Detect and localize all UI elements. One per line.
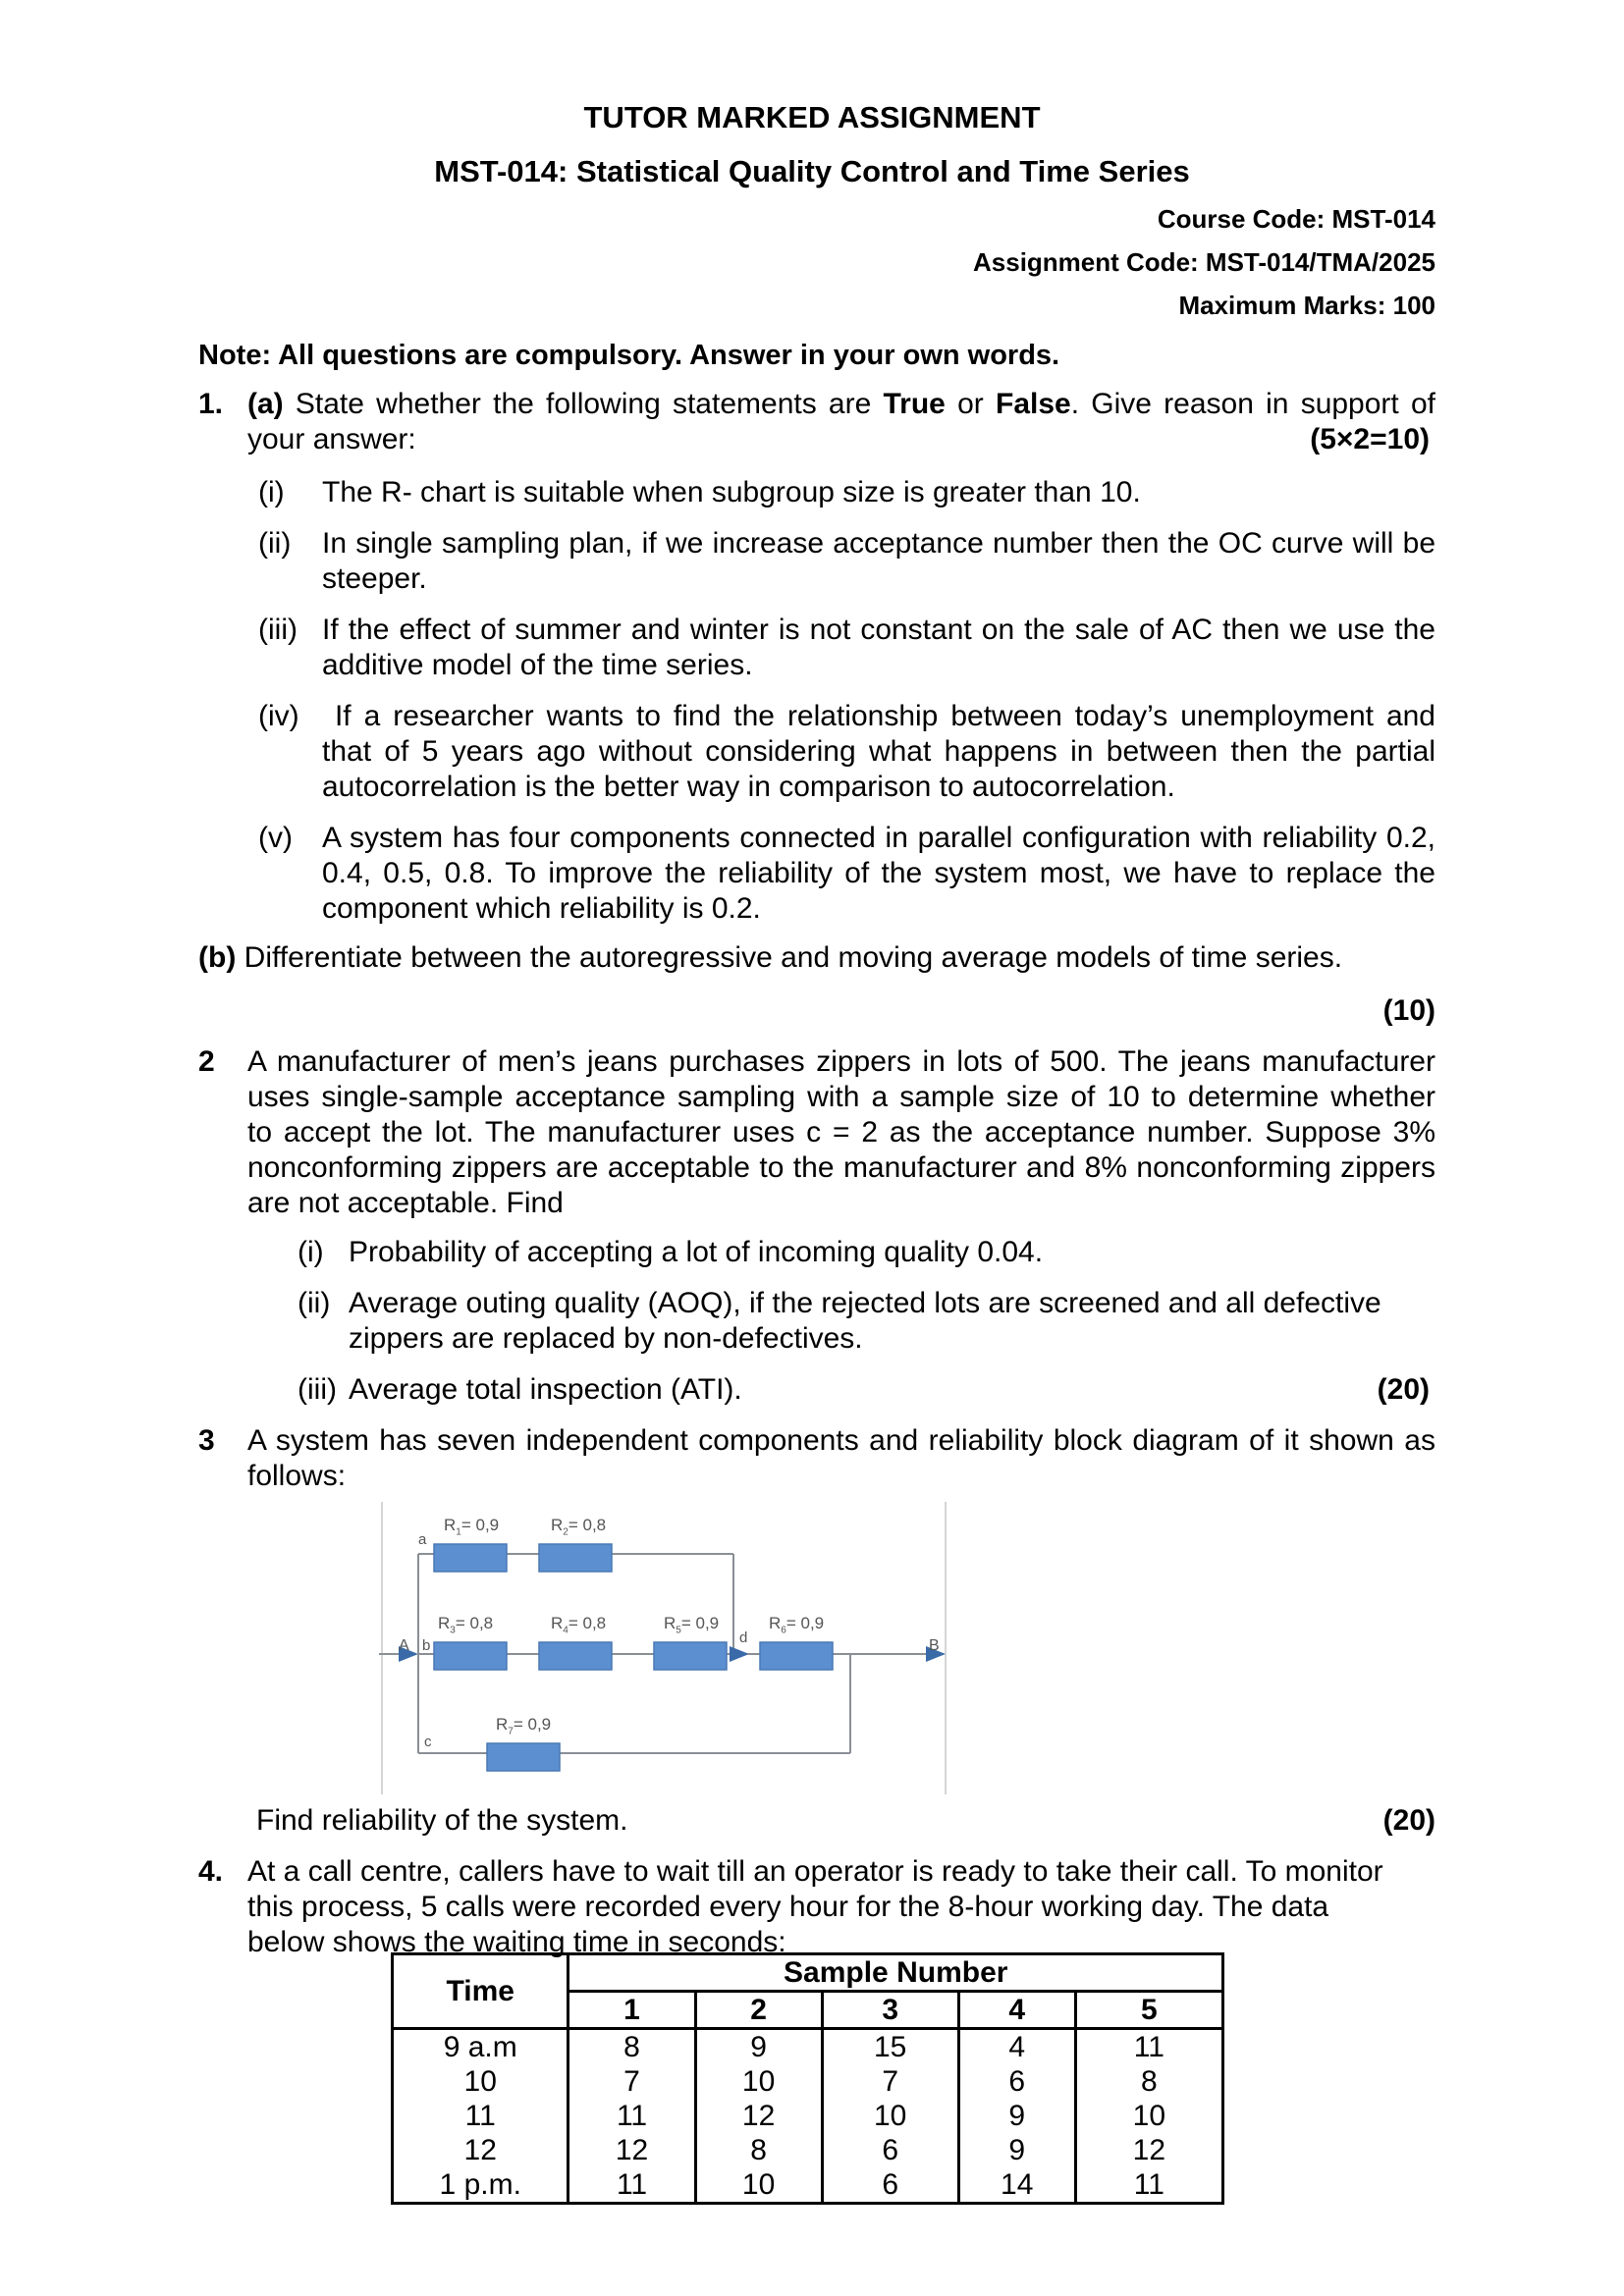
part-label: (b) — [198, 941, 237, 974]
maximum-marks: Maximum Marks: 100 — [1178, 291, 1435, 320]
column-header: 3 — [822, 1992, 958, 2029]
course-subtitle: MST-014: Statistical Quality Control and Time Series — [434, 154, 1190, 188]
question-text: are not acceptable. Find — [247, 1187, 564, 1219]
item-label: (iv) — [258, 700, 299, 732]
q1b-prompt: (b) Differentiate between the autoregressive and moving average models of time series. — [198, 941, 1343, 974]
item-text: Probability of accepting a lot of incoming quality 0.04. — [349, 1236, 1044, 1268]
question-text: nonconforming zippers are acceptable to the manufacturer and 8% nonconforming zippers — [247, 1151, 1435, 1184]
component-r4 — [539, 1642, 612, 1670]
component-r2-label: $R_2= 0,8$ — [551, 1516, 607, 1538]
component-r1-label: $R_1= 0,9$ — [444, 1516, 500, 1538]
item-text: zippers are replaced by non-defectives. — [349, 1322, 863, 1355]
question-text: this process, 5 calls were recorded every hour for the 8-hour working day. The data — [247, 1891, 1329, 1923]
table-row: 12 12 8 6 9 12 — [393, 2133, 1223, 2167]
input-label: A — [399, 1637, 409, 1654]
table-row: 1 p.m. 11 10 6 14 11 — [393, 2167, 1223, 2204]
item-label: (ii) — [298, 1287, 331, 1319]
column-header: 5 — [1075, 1992, 1222, 2029]
course-code: Course Code: MST-014 — [1157, 204, 1435, 234]
marks-label: (5×2=10) — [1310, 423, 1430, 455]
marks-label: (20) — [1382, 1804, 1435, 1837]
marks-label: (10) — [1382, 994, 1435, 1027]
node-c-label: c — [424, 1734, 432, 1750]
statement-text: additive model of the time series. — [322, 649, 753, 681]
item-label: (i) — [258, 476, 285, 508]
node-b-label: b — [422, 1637, 431, 1654]
statement-text: The R- chart is suitable when subgroup size is greater than 10. — [322, 476, 1141, 508]
item-label: (i) — [298, 1236, 324, 1268]
statement-text: A system has four components connected in parallel configuration with reliability 0.2, — [322, 822, 1435, 854]
question-text: follows: — [247, 1460, 347, 1492]
column-header: 2 — [695, 1992, 822, 2029]
question-number: 2 — [198, 1045, 215, 1078]
assignment-code: Assignment Code: MST-014/TMA/2025 — [973, 247, 1435, 277]
item-label: (v) — [258, 822, 293, 854]
question-number: 4. — [198, 1855, 224, 1888]
node-a-label: a — [418, 1531, 427, 1548]
statement-text: 0.4, 0.5, 0.8. To improve the reliability of the system most, we have to replace the — [322, 857, 1435, 889]
question-text: A manufacturer of men’s jeans purchases zippers in lots of 500. The jeans manufacturer — [247, 1045, 1435, 1078]
time-header: Time — [393, 1954, 568, 2029]
table-row: 11 11 12 10 9 10 — [393, 2099, 1223, 2133]
q1a-prompt-line1: (a) State whether the following statements are True or False. Give reason in support of — [247, 388, 1435, 420]
item-text: Average total inspection (ATI). — [349, 1373, 742, 1406]
statement-text: autocorrelation is the better way in comparison to autocorrelation. — [322, 771, 1175, 803]
statement-text: If a researcher wants to find the relationship between today’s unemployment and — [322, 700, 1435, 732]
question-number: 1. — [198, 388, 224, 420]
statement-text: If the effect of summer and winter is not constant on the sale of AC then we use the — [322, 614, 1435, 646]
table-row: 10 7 10 7 6 8 — [393, 2064, 1223, 2099]
statement-text: steeper. — [322, 562, 427, 595]
part-label: (a) — [247, 388, 284, 420]
component-r5-label: $R_5= 0,9$ — [664, 1614, 720, 1636]
instructions-note: Note: All questions are compulsory. Answer in your own words. — [198, 340, 1060, 371]
question-text: A system has seven independent components and reliability block diagram of it shown as — [247, 1424, 1435, 1457]
marks-label: (20) — [1377, 1373, 1430, 1406]
statement-text: that of 5 years ago without considering what happens in between then the partial — [322, 735, 1435, 768]
item-label: (ii) — [258, 527, 292, 560]
column-header: 4 — [958, 1992, 1075, 2029]
waiting-time-table — [391, 1952, 1224, 2205]
table-row: 9 a.m 8 9 15 4 11 — [393, 2029, 1223, 2065]
q1a-prompt-line2: your answer: — [247, 423, 416, 455]
item-label: (iii) — [258, 614, 298, 646]
find-instruction: Find reliability of the system. — [256, 1804, 628, 1837]
assignment-title: TUTOR MARKED ASSIGNMENT — [583, 100, 1041, 134]
question-text: below shows the waiting time in seconds: — [247, 1926, 786, 1958]
component-r4-label: $R_4= 0,8$ — [551, 1614, 607, 1636]
component-r5 — [654, 1642, 727, 1670]
question-number: 3 — [198, 1424, 215, 1457]
component-r7-label: $R_7= 0,9$ — [496, 1715, 552, 1737]
statement-text: In single sampling plan, if we increase acceptance number then the OC curve will be — [322, 527, 1435, 560]
question-text: to accept the lot. The manufacturer uses c = 2 as the acceptance number. Suppose 3% — [247, 1116, 1435, 1148]
component-r1 — [434, 1544, 507, 1572]
component-r3-label: $R_3= 0,8$ — [438, 1614, 494, 1636]
column-header: 1 — [568, 1992, 695, 2029]
sample-number-header: Sample Number — [568, 1954, 1223, 1992]
question-text: uses single-sample acceptance sampling with a sample size of 10 to determine whether — [247, 1081, 1435, 1113]
reliability-block-diagram — [379, 1502, 947, 1796]
node-d-label: d — [739, 1629, 748, 1646]
item-label: (iii) — [298, 1373, 337, 1406]
component-r6 — [760, 1642, 833, 1670]
diagram-svg — [379, 1502, 947, 1796]
component-r2 — [539, 1544, 612, 1572]
item-text: Average outing quality (AOQ), if the rejected lots are screened and all defective — [349, 1287, 1381, 1319]
component-r6-label: $R_6= 0,9$ — [769, 1614, 825, 1636]
output-label: B — [929, 1637, 940, 1654]
statement-text: component which reliability is 0.2. — [322, 892, 761, 925]
component-r7 — [487, 1743, 560, 1771]
question-text: At a call centre, callers have to wait till an operator is ready to take their call. To monitor — [247, 1855, 1383, 1888]
component-r3 — [434, 1642, 507, 1670]
